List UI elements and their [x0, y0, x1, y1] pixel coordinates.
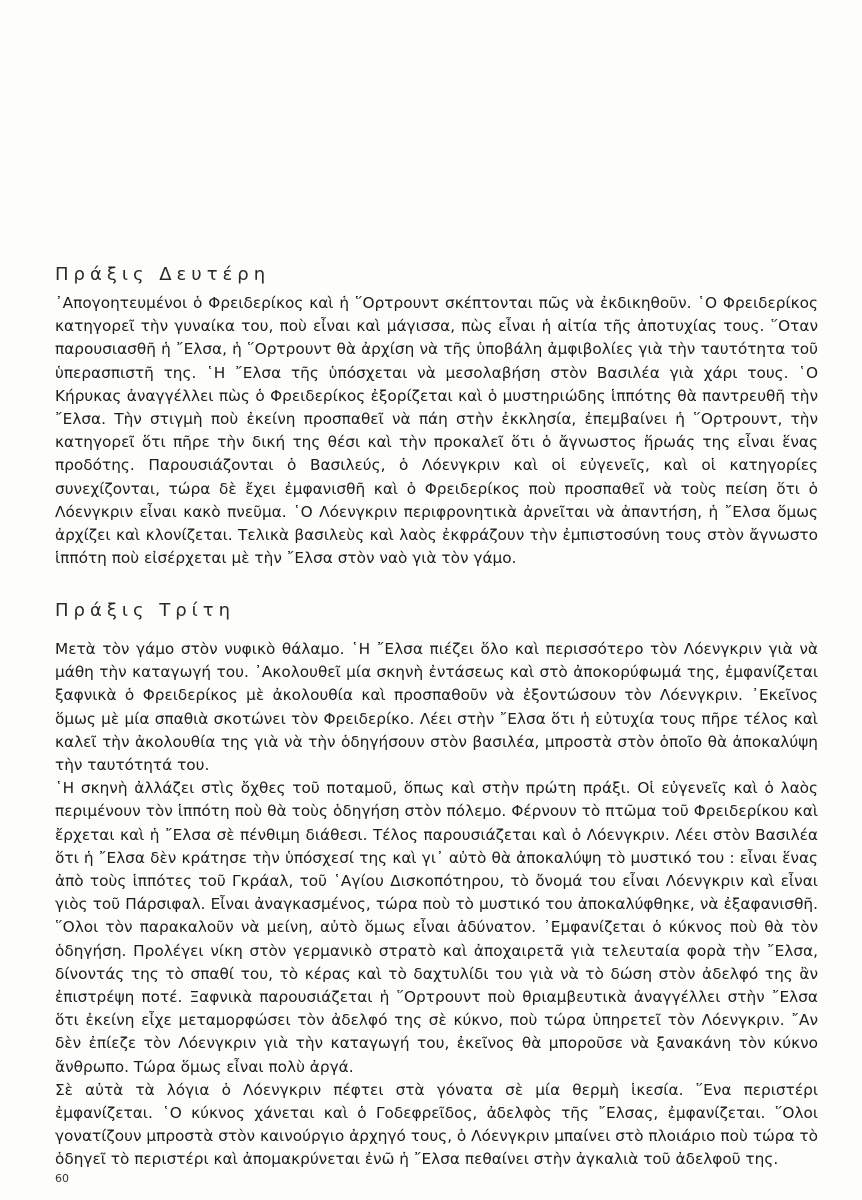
paragraph: Μετὰ τὸν γάμο στὸν νυφικὸ θάλαμο. ῾Η ῎Ελσα πιέζει ὅλο καὶ περισσότερο τὸν Λόενγκριν γιὰ νὰ μάθη τὴν καταγωγή του. ᾽Ακολουθεῖ μία σκηνὴ ἐντάσεως καὶ στὸ ἀποκορύφωμά της, ἐμφανίζεται ξαφνικὰ ὁ Φρειδερίκος μὲ ἀκολουθία καὶ προσπαθοῦν νὰ ἐξοντώσουν τὸν Λόενγκριν. ᾽Εκεῖνος ὅμως μὲ μία σπαθιὰ σκοτώνει τὸν Φρειδερίκο. Λέει στὴν ῎Ελσα ὅτι ἡ εὐτυχία τους πῆρε τέλος καὶ καλεῖ τὴν ἀκολουθία της γιὰ νὰ τὴν ὁδηγήσουν στὸν βασιλέα, μπροστὰ στὸν ὁποῖο θὰ ἀποκαλύψη τὴν ταυτότητά του.: [55, 640, 818, 775]
section-heading-act-two: Πράξις Δευτέρη: [55, 264, 271, 285]
section-body-act-two: [55, 292, 818, 570]
paragraph: ᾽Απογοητευμένοι ὁ Φρειδερίκος καὶ ἡ ῞Ορτρουντ σκέπτονται πῶς νὰ ἐκδικηθοῦν. ῾Ο Φρειδερίκος κατηγορεῖ τὴν γυναίκα του, ποὺ εἶναι καὶ μάγισσα, πὼς εἶναι ἡ αἰτία τῆς ἀποτυχίας τους. ῞Οταν παρουσιασθῆ ἡ ῎Ελσα, ἡ ῞Ορτρουντ θὰ ἀρχίση νὰ τῆς ὑποβάλη ἀμφιβολίες γιὰ τὴν ταυτότητα τοῦ ὑπερασπιστῆ της. ῾Η ῎Ελσα τῆς ὑπόσχεται νὰ μεσολαβήση στὸν Βασιλέα γιὰ χάρι τους. ῾Ο Κήρυκας ἀναγγέλλει πὼς ὁ Φρειδερίκος ἐξορίζεται καὶ ὁ μυστηριώδης ἱππότης θὰ παντρευθῆ τὴν ῎Ελσα. Τὴν στιγμὴ ποὺ ἐκείνη προσπαθεῖ νὰ πάη στὴν ἐκκλησία, ἐπεμβαίνει ἡ ῞Ορτρουντ, τὴν κατηγορεῖ ὅτι πῆρε τὴν δική της θέσι καὶ τὴν προκαλεῖ ὅτι ὁ ἄγνωστος ἥρωάς της εἶναι ἕνας προδότης. Παρουσιάζονται ὁ Βασιλεύς, ὁ Λόενγκριν καὶ οἱ εὐγενεῖς, καὶ οἱ κατηγορίες συνεχίζονται, τώρα δὲ ἔχει ἐμφανισθῆ καὶ ὁ Φρειδερίκος ποὺ προσπαθεῖ νὰ τοὺς πείση ὅτι ὁ Λόενγκριν εἶναι κακὸ πνεῦμα. ῾Ο Λόενγκριν περιφρονητικὰ ἀρνεῖται νὰ ἀπαντήση, ἡ ῎Ελσα ὅμως ἀρχίζει καὶ κλονίζεται. Τελικὰ βασιλεὺς καὶ λαὸς ἐκφράζουν τὴν ἐμπιστοσύνη τους στὸν ἄγνωστο ἱππότη ποὺ εἰσέρχεται μὲ τὴν ῎Ελσα στὸν ναὸ γιὰ τὸν γάμο.: [55, 294, 818, 568]
section-body-act-three: [55, 638, 818, 1172]
section-heading-act-three: Πράξις Τρίτη: [55, 600, 235, 621]
page-number: 60: [55, 1172, 69, 1185]
paragraph: ῾Η σκηνὴ ἀλλάζει στὶς ὄχθες τοῦ ποταμοῦ, ὅπως καὶ στὴν πρώτη πράξι. Οἱ εὐγενεῖς καὶ ὁ λαὸς περιμένουν τὸν ἱππότη ποὺ θὰ τοὺς ὁδηγήση στὸν πόλεμο. Φέρνουν τὸ πτῶμα τοῦ Φρειδερίκου καὶ ἔρχεται καὶ ἡ ῎Ελσα σὲ πένθιμη διάθεσι. Τέλος παρουσιάζεται καὶ ὁ Λόενγκριν. Λέει στὸν Βασιλέα ὅτι ἡ ῎Ελσα δὲν κράτησε τὴν ὑπόσχεσί της καὶ γι᾽ αὐτὸ θὰ ἀποκαλύψη τὸ μυστικό του : εἶναι ἕνας ἀπὸ τοὺς ἱππότες τοῦ Γκράαλ, τοῦ ῾Αγίου Δισκοπότηρου, τὸ ὄνομά του εἶναι Λόενγκριν καὶ εἶναι γιὸς τοῦ Πάρσιφαλ. Εἶναι ἀναγκασμένος, τώρα ποὺ τὸ μυστικό του ἀποκαλύφθηκε, νὰ ἐξαφανισθῆ. ῞Ολοι τὸν παρακαλοῦν νὰ μείνη, αὐτὸ ὅμως εἶναι ἀδύνατον. ᾽Εμφανίζεται ὁ κύκνος ποὺ θὰ τὸν ὁδηγήση. Προλέγει νίκη στὸν γερμανικὸ στρατὸ καὶ ἀποχαιρετᾶ γιὰ τελευταία φορὰ τὴν ῎Ελσα, δίνοντάς της τὸ σπαθί του, τὸ κέρας καὶ τὸ δαχτυλίδι του γιὰ νὰ τὸ δώση στὸν ἀδελφό της ἂν ἐπιστρέψη ποτέ. Ξαφνικὰ παρουσιάζεται ἡ ῞Ορτρουντ ποὺ θριαμβευτικὰ ἀναγγέλλει στὴν ῎Ελσα ὅτι ἐκείνη εἶχε μεταμορφώσει τὸν ἀδελφό της σὲ κύκνο, ποὺ τώρα ὑπηρετεῖ τὸν Λόενγκριν. ῎Αν δὲν ἐπίεζε τὸν Λόενγκριν γιὰ τὴν καταγωγή του, ἐκεῖνος θὰ μποροῦσε νὰ ξανακάνη τὸν κύκνο ἄνθρωπο. Τώρα ὅμως εἶναι πολὺ ἀργά.: [55, 779, 818, 1076]
paragraph: Σὲ αὐτὰ τὰ λόγια ὁ Λόενγκριν πέφτει στὰ γόνατα σὲ μία θερμὴ ἱκεσία. ῞Ενα περιστέρι ἐμφανίζεται. ῾Ο κύκνος χάνεται καὶ ὁ Γοδεφρεῖδος, ἀδελφὸς τῆς ῎Ελσας, ἐμφανίζεται. ῞Ολοι γονατίζουν μπροστὰ στὸν καινούργιο ἀρχηγό τους, ὁ Λόενγκριν μπαίνει στὸ πλοιάριο ποὺ τώρα τὸ ὁδηγεῖ τὸ περιστέρι καὶ ἀπομακρύνεται ἐνῶ ἡ ῎Ελσα πεθαίνει στὴν ἀγκαλιὰ τοῦ ἀδελφοῦ της.: [55, 1080, 818, 1169]
